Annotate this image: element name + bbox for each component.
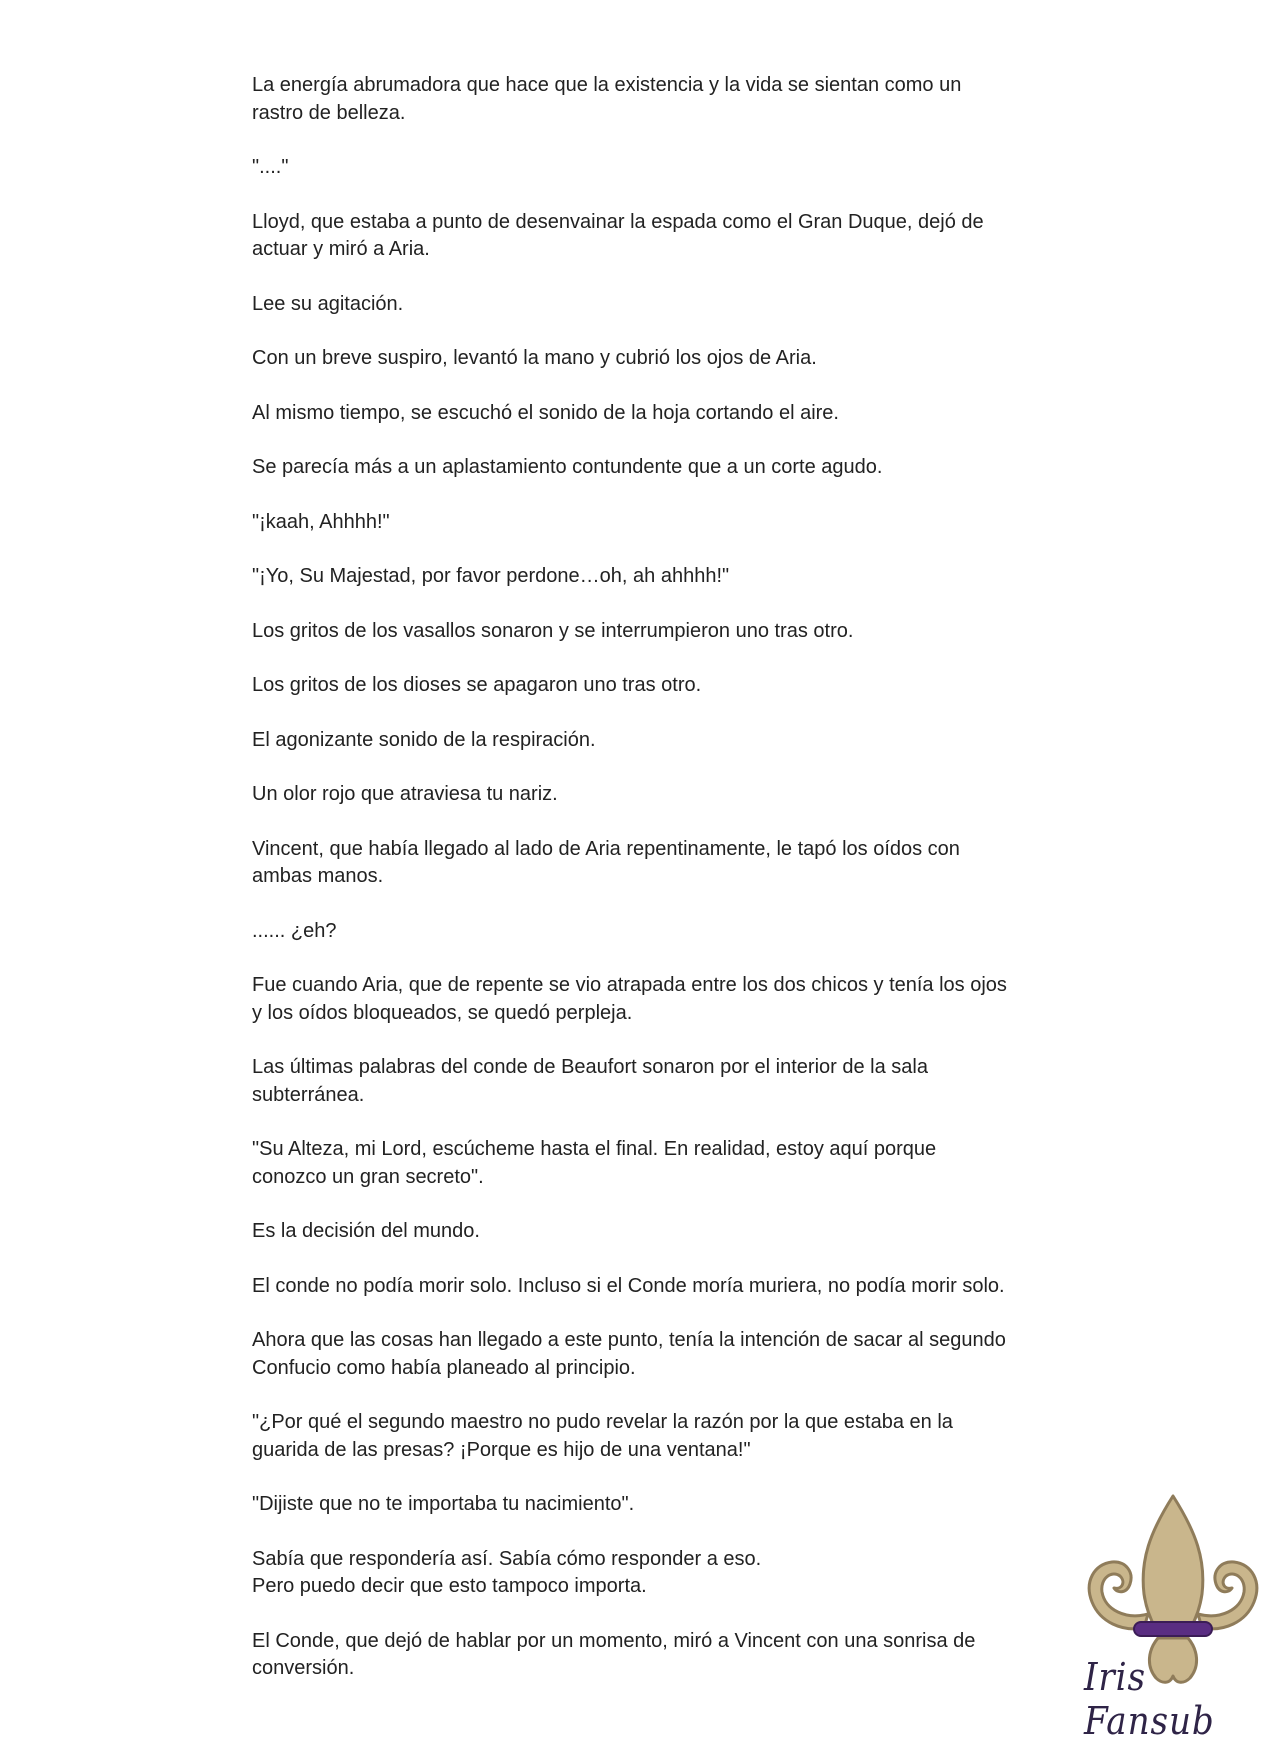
paragraph: "¡kaah, Ahhhh!" xyxy=(252,510,390,533)
paragraph: Los gritos de los vasallos sonaron y se interrumpieron uno tras otro. xyxy=(252,619,854,642)
paragraph: El agonizante sonido de la respiración. xyxy=(252,728,596,751)
paragraph: Es la decisión del mundo. xyxy=(252,1220,480,1242)
paragraph: Vincent, que había llegado al lado de Aria repentinamente, le tapó los oídos con ambas manos. xyxy=(252,837,960,887)
paragraph: Lee su agitación. xyxy=(252,292,404,315)
paragraph: "...." xyxy=(252,156,289,178)
paragraph: El conde no podía morir solo. Incluso si el Conde moría muriera, no podía morir solo. xyxy=(252,1274,1005,1297)
paragraph: Ahora que las cosas han llegado a este punto, tenía la intención de sacar al segundo Confucio como había planeado al principio. xyxy=(252,1329,1006,1379)
paragraph: Sabía que respondería así. Sabía cómo responder a eso. Pero puedo decir que esto tampoco importa. xyxy=(252,1547,762,1597)
paragraph: Al mismo tiempo, se escuchó el sonido de la hoja cortando el aire. xyxy=(252,401,839,424)
paragraph: "¿Por qué el segundo maestro no pudo revelar la razón por la que estaba en la guarida de las presas? ¡Porque es hijo de una ventana!" xyxy=(252,1411,953,1461)
paragraph: Los gritos de los dioses se apagaron uno tras otro. xyxy=(252,674,702,696)
paragraph: El Conde, que dejó de hablar por un momento, miró a Vincent con una sonrisa de conversión. xyxy=(252,1629,976,1679)
paragraph: Fue cuando Aria, que de repente se vio atrapada entre los dos chicos y tenía los ojos y los oídos bloqueados, se quedó perpleja. xyxy=(252,974,1007,1024)
document-body xyxy=(252,72,1052,1710)
paragraph: La energía abrumadora que hace que la existencia y la vida se sientan como un rastro de belleza. xyxy=(252,74,962,124)
paragraph: ...... ¿eh? xyxy=(252,919,337,942)
paragraph: "¡Yo, Su Majestad, por favor perdone…oh, ah ahhhh!" xyxy=(252,565,730,587)
watermark-text: Iris Fansub xyxy=(1084,1655,1215,1743)
paragraph: "Su Alteza, mi Lord, escúcheme hasta el final. En realidad, estoy aquí porque conozco un gran secreto". xyxy=(252,1138,937,1188)
paragraph: Lloyd, que estaba a punto de desenvainar la espada como el Gran Duque, dejó de actuar y miró a Aria. xyxy=(252,210,984,260)
paragraph: Un olor rojo que atraviesa tu nariz. xyxy=(252,783,558,805)
paragraph: Se parecía más a un aplastamiento contundente que a un corte agudo. xyxy=(252,456,883,478)
paragraph: Con un breve suspiro, levantó la mano y cubrió los ojos de Aria. xyxy=(252,347,817,369)
paragraph: "Dijiste que no te importaba tu nacimiento". xyxy=(252,1493,635,1515)
paragraph: Las últimas palabras del conde de Beaufort sonaron por el interior de la sala subterránea. xyxy=(252,1056,928,1106)
